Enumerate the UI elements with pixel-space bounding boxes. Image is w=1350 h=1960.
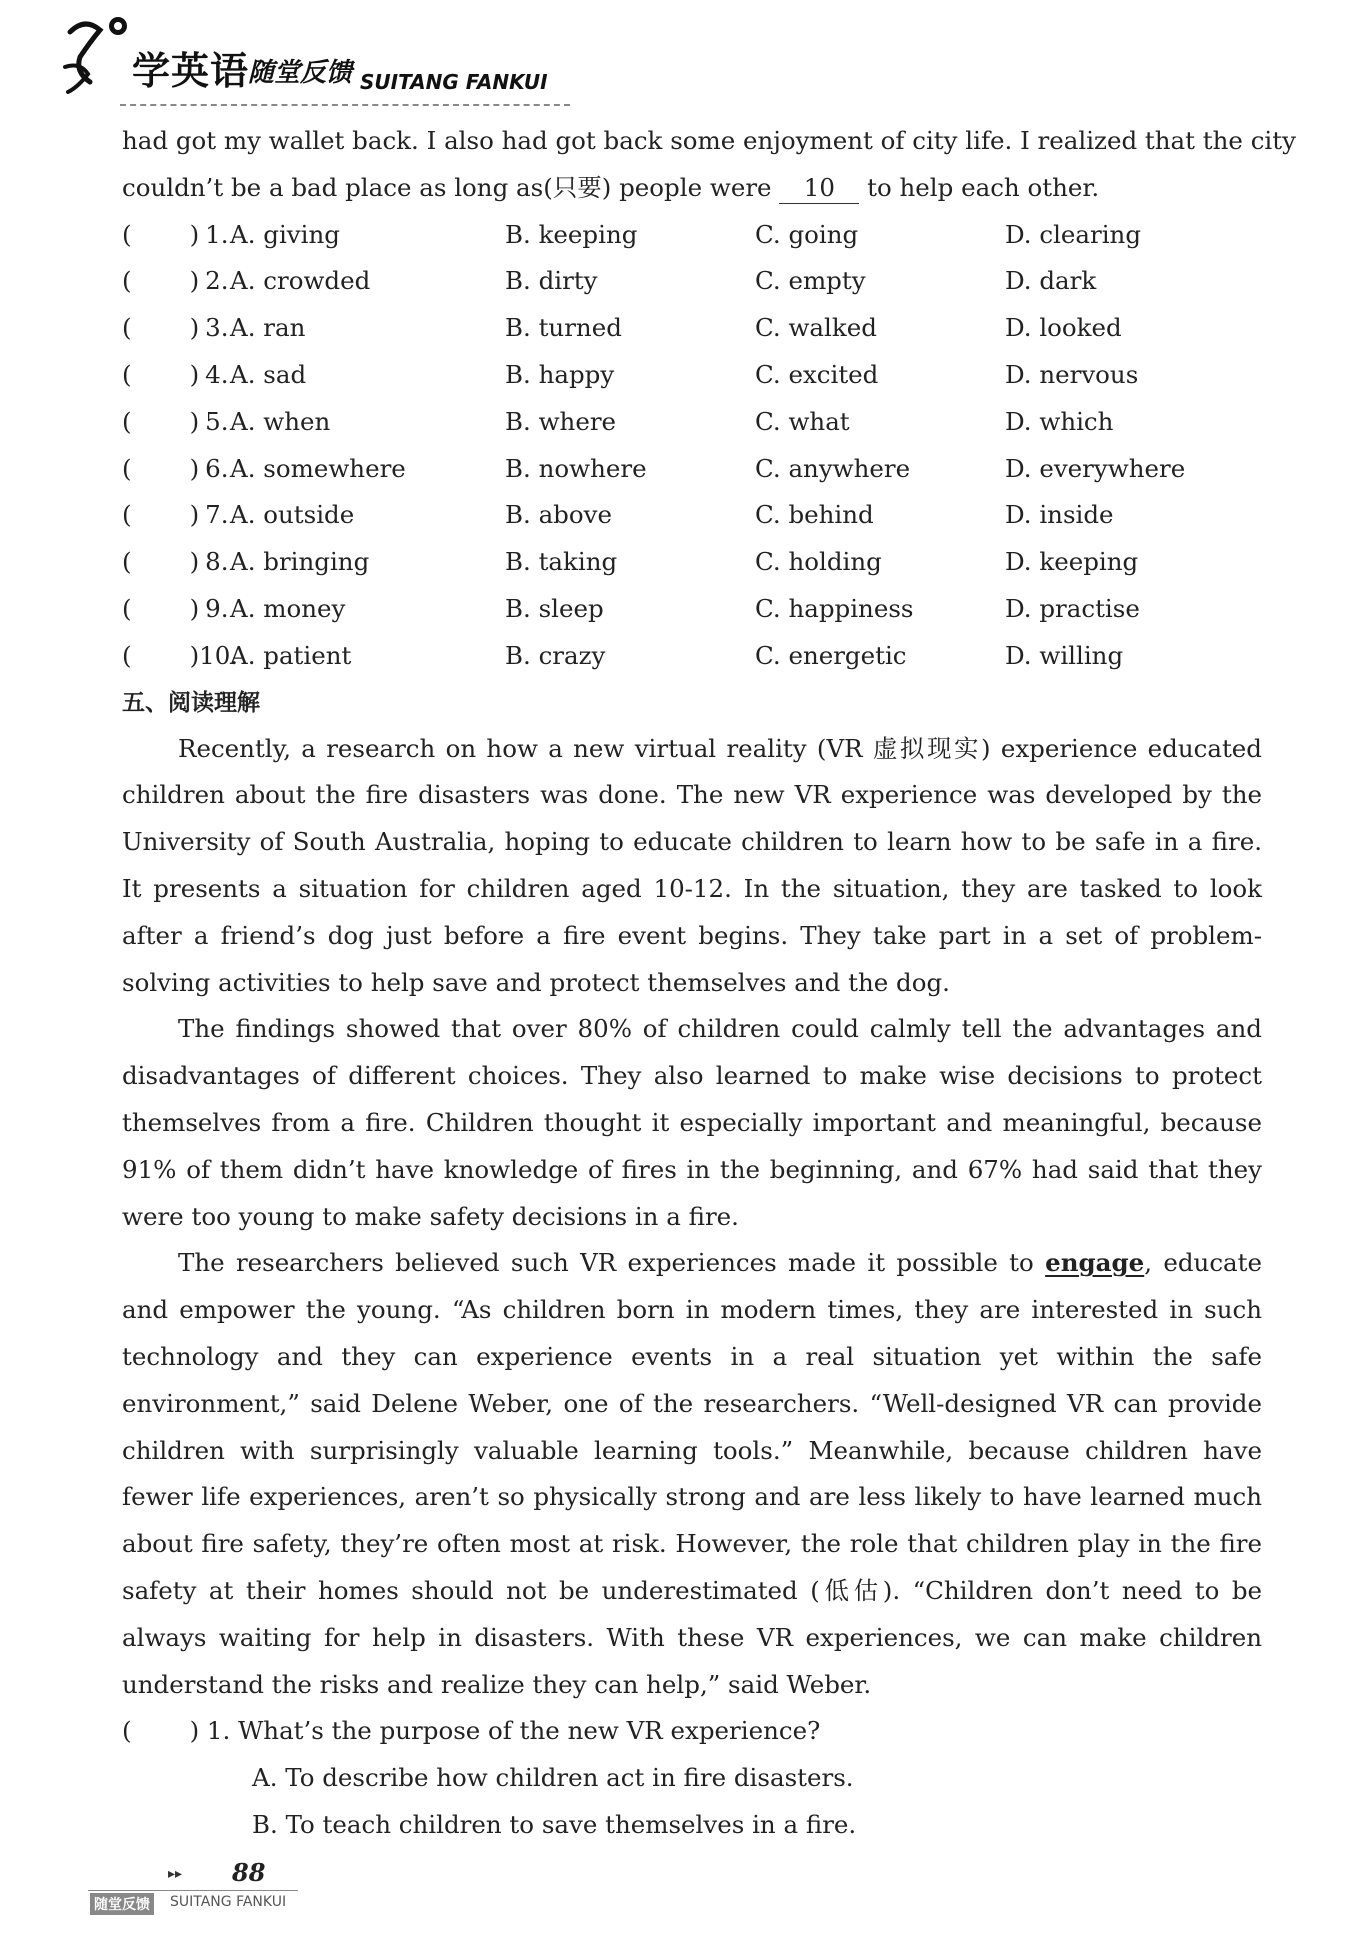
footer bbox=[88, 1858, 348, 1918]
answer-blank[interactable]: ( ) 6. bbox=[122, 453, 229, 483]
intro-line-2 bbox=[122, 165, 1262, 212]
option-c[interactable]: C. energetic bbox=[755, 640, 907, 670]
option-b[interactable]: B. turned bbox=[505, 313, 622, 343]
answer-paren-open[interactable]: ( bbox=[122, 1716, 132, 1746]
option-d[interactable]: D. which bbox=[1005, 406, 1114, 436]
cloze-option-row bbox=[122, 539, 1262, 586]
header bbox=[60, 12, 580, 112]
answer-blank[interactable]: ( ) 8. bbox=[122, 547, 229, 577]
option-d[interactable]: D. looked bbox=[1005, 313, 1122, 343]
paragraph-3-after: , educate and empower the young. “As children born in modern times, they are interested in such technology and they can experience events in a real situation yet within the safe environment,” said Delene Weber, one of the researchers. “Well-designed VR can provide children with surprisingly valuable learning tools.” Meanwhile, because children have fewer life experiences, aren’t so physically strong and are less likely to have learned much about fire safety, they’re often most at risk. However, the role that children play in the fire safety at their homes should not be underestimated (低估). “Children don’t need to be always waiting for help in disasters. With these VR experiences, we can make children understand the risks and realize they can help,” said Weber. bbox=[122, 1248, 1262, 1699]
blank-10: 10 bbox=[779, 173, 859, 204]
option-c[interactable]: C. walked bbox=[755, 313, 877, 343]
section-title: 五、阅读理解 bbox=[122, 689, 260, 716]
answer-blank[interactable]: ( ) 3. bbox=[122, 313, 229, 343]
answer-paren-close: ) bbox=[189, 1716, 200, 1746]
paragraph-3-before: The researchers believed such VR experiences made it possible to bbox=[178, 1248, 1034, 1278]
footer-arrows-icon: ▸▸ bbox=[168, 1866, 183, 1882]
footer-cn-label: 随堂反馈 bbox=[90, 1893, 154, 1915]
paragraph-2: The findings showed that over 80% of children could calmly tell the advantages and disadvantages of different choices. They also learned to make wise decisions to protect themselves from a fire. Children thought it especially important and meaningful, because 91% of them didn’t have knowledge of fires in the beginning, and 67% had said that they were too young to make safety decisions in a fire. bbox=[122, 1014, 1262, 1231]
answer-blank[interactable]: ( ) 2. bbox=[122, 266, 229, 296]
question-1-num: 1. bbox=[206, 1716, 231, 1746]
option-c[interactable]: C. behind bbox=[755, 500, 874, 530]
question-1-choice-b[interactable]: B. To teach children to save themselves in a fire. bbox=[252, 1809, 857, 1839]
footer-en-label: SUITANG FANKUI bbox=[170, 1894, 287, 1910]
option-c[interactable]: C. happiness bbox=[755, 593, 914, 623]
paragraph-3 bbox=[122, 1240, 1262, 1708]
option-a[interactable]: A. crowded bbox=[230, 266, 371, 296]
answer-blank[interactable]: ( ) 5. bbox=[122, 406, 229, 436]
option-a[interactable]: A. somewhere bbox=[230, 453, 406, 483]
reading-passage bbox=[122, 726, 1262, 1709]
option-b[interactable]: B. where bbox=[505, 406, 617, 436]
option-b[interactable]: B. taking bbox=[505, 547, 618, 577]
answer-blank[interactable]: ( ) 9. bbox=[122, 593, 229, 623]
intro-line-2-text: couldn’t be a bad place as long as(只要) people were bbox=[122, 172, 772, 202]
option-a[interactable]: A. money bbox=[230, 593, 346, 623]
option-b[interactable]: B. sleep bbox=[505, 593, 604, 623]
option-d[interactable]: D. everywhere bbox=[1005, 453, 1186, 483]
option-b[interactable]: B. happy bbox=[505, 359, 615, 389]
option-a[interactable]: A. bringing bbox=[230, 547, 370, 577]
intro-line-1: had got my wallet back. I also had got back some enjoyment of city life. I realized that the city bbox=[122, 126, 1296, 155]
question-1-text: What’s the purpose of the new VR experience? bbox=[238, 1716, 821, 1746]
option-d[interactable]: D. dark bbox=[1005, 266, 1097, 296]
option-d[interactable]: D. willing bbox=[1005, 640, 1124, 670]
answer-blank[interactable]: ( )10. bbox=[122, 640, 239, 670]
cloze-option-row bbox=[122, 352, 1262, 399]
header-title: 学英语 bbox=[132, 49, 250, 93]
option-c[interactable]: C. empty bbox=[755, 266, 866, 296]
paragraph-1: Recently, a research on how a new virtual reality (VR 虚拟现实) experience educated children about the fire disasters was done. The new VR experience was developed by the University of South Australia, hoping to educate children to learn how to be safe in a fire. It presents a situation for children aged 10-12. In the situation, they are tasked to look after a friend’s dog just before a fire event begins. They take part in a set of problem-solving activities to help save and protect themselves and the dog. bbox=[122, 733, 1262, 997]
page-number: 88 bbox=[232, 1858, 266, 1887]
cloze-option-row bbox=[122, 633, 1262, 680]
answer-blank[interactable]: ( ) 1. bbox=[122, 219, 229, 249]
header-subtitle: 随堂反馈 bbox=[248, 58, 353, 88]
question-1 bbox=[122, 1708, 1262, 1755]
cloze-option-row bbox=[122, 586, 1262, 633]
option-c[interactable]: C. holding bbox=[755, 547, 882, 577]
question-1-choice-a[interactable]: A. To describe how children act in fire disasters. bbox=[252, 1763, 854, 1793]
option-c[interactable]: C. anywhere bbox=[755, 453, 911, 483]
option-c[interactable]: C. going bbox=[755, 219, 859, 249]
header-roman: SUITANG FANKUI bbox=[360, 70, 548, 94]
option-c[interactable]: C. excited bbox=[755, 359, 879, 389]
option-a[interactable]: A. outside bbox=[230, 500, 355, 530]
cloze-options-list bbox=[122, 212, 1262, 680]
option-b[interactable]: B. keeping bbox=[505, 219, 638, 249]
option-c[interactable]: C. what bbox=[755, 406, 850, 436]
option-a[interactable]: A. sad bbox=[230, 359, 307, 389]
cloze-option-row bbox=[122, 492, 1262, 539]
option-b[interactable]: B. crazy bbox=[505, 640, 606, 670]
option-d[interactable]: D. inside bbox=[1005, 500, 1114, 530]
option-d[interactable]: D. nervous bbox=[1005, 359, 1139, 389]
option-a[interactable]: A. ran bbox=[230, 313, 306, 343]
cloze-option-row bbox=[122, 399, 1262, 446]
content bbox=[122, 118, 1296, 1849]
header-divider bbox=[120, 104, 570, 106]
option-a[interactable]: A. patient bbox=[230, 640, 352, 670]
keyword-engage: engage bbox=[1045, 1248, 1145, 1278]
option-d[interactable]: D. practise bbox=[1005, 593, 1140, 623]
option-d[interactable]: D. clearing bbox=[1005, 219, 1142, 249]
intro-line-2-end: to help each other. bbox=[867, 172, 1100, 202]
answer-blank[interactable]: ( ) 7. bbox=[122, 500, 229, 530]
option-a[interactable]: A. giving bbox=[230, 219, 340, 249]
option-d[interactable]: D. keeping bbox=[1005, 547, 1139, 577]
cloze-option-row bbox=[122, 305, 1262, 352]
option-b[interactable]: B. nowhere bbox=[505, 453, 647, 483]
cloze-option-row bbox=[122, 446, 1262, 493]
option-b[interactable]: B. above bbox=[505, 500, 612, 530]
option-b[interactable]: B. dirty bbox=[505, 266, 598, 296]
cloze-option-row bbox=[122, 258, 1262, 305]
cloze-option-row bbox=[122, 212, 1262, 259]
option-a[interactable]: A. when bbox=[230, 406, 331, 436]
answer-blank[interactable]: ( ) 4. bbox=[122, 359, 229, 389]
